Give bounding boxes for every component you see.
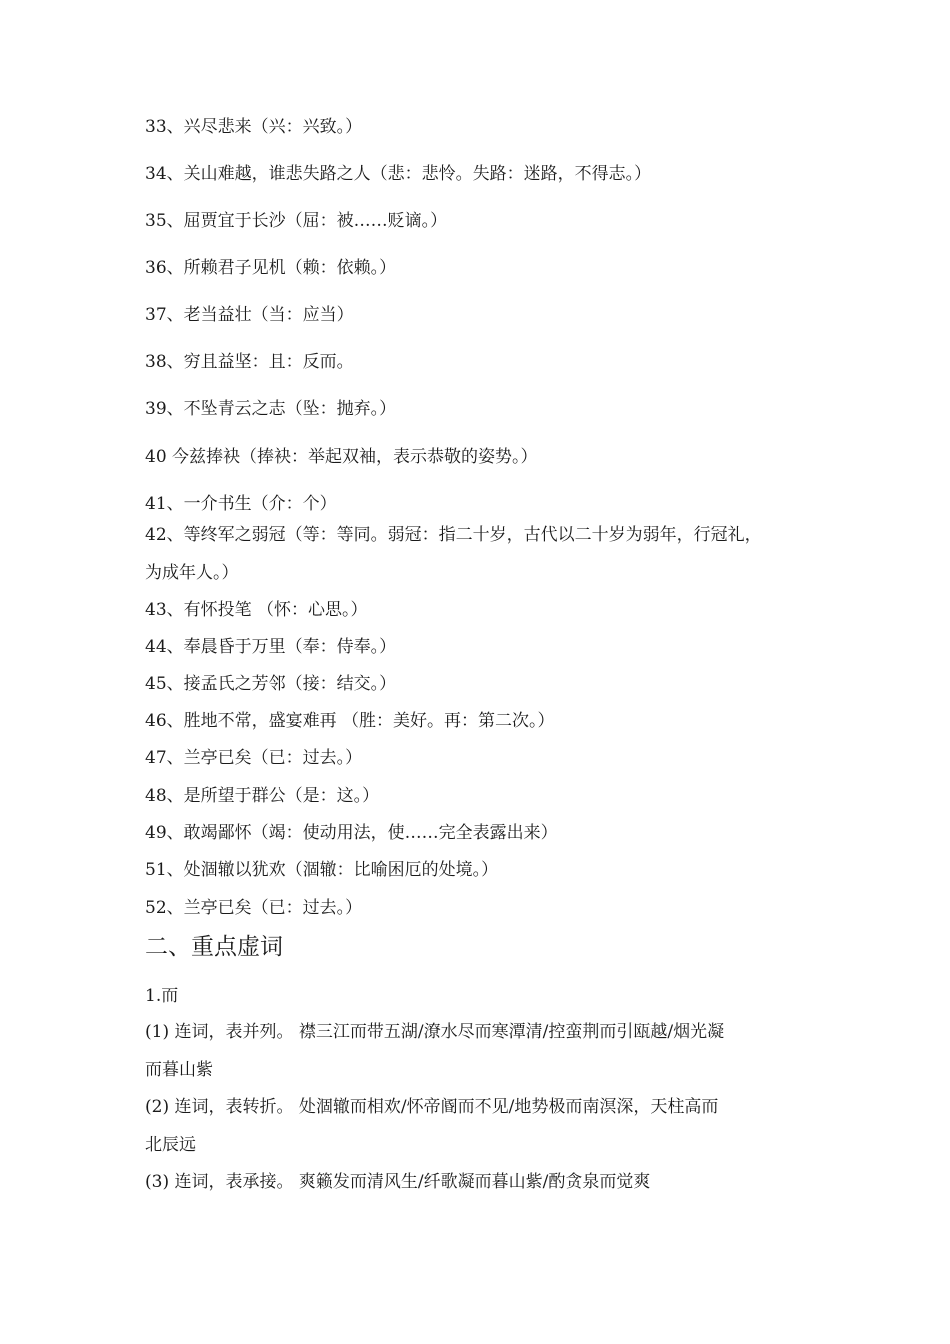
entry-35: 35、屈贾宜于长沙（屈：被……贬谪。） <box>145 211 448 231</box>
entry-37: 37、老当益壮（当：应当） <box>145 305 354 325</box>
usage-2-continued: 北辰远 <box>145 1135 196 1155</box>
entry-39: 39、不坠青云之志（坠：抛弃。） <box>145 399 397 419</box>
usage-1-continued: 而暮山紫 <box>145 1060 213 1080</box>
entry-33: 33、兴尽悲来（兴：兴致。） <box>145 117 363 137</box>
entry-49: 49、敢竭鄙怀（竭：使动用法，使……完全表露出来） <box>145 823 558 843</box>
entry-42-continued: 为成年人。） <box>145 563 239 583</box>
entry-34: 34、关山难越，谁悲失路之人（悲：悲怜。失路：迷路，不得志。） <box>145 164 652 184</box>
entry-41: 41、一介书生（介：个） <box>145 494 337 514</box>
entry-43: 43、有怀投笔 （怀：心思。） <box>145 600 368 620</box>
entry-38: 38、穷且益坚：且：反而。 <box>145 352 354 372</box>
entry-36: 36、所赖君子见机（赖：依赖。） <box>145 258 397 278</box>
entry-45: 45、接孟氏之芳邻（接：结交。） <box>145 674 397 694</box>
usage-1: (1) 连词，表并列。 襟三江而带五湖/潦水尽而寒潭清/控蛮荆而引瓯越/烟光凝 <box>145 1022 725 1042</box>
entry-48: 48、是所望于群公（是：这。） <box>145 786 380 806</box>
entry-51: 51、处涸辙以犹欢（涸辙：比喻困厄的处境。） <box>145 860 499 880</box>
function-word-title: 1.而 <box>145 986 179 1006</box>
entry-40: 40 今兹捧袂（捧袂：举起双袖，表示恭敬的姿势。） <box>145 447 538 467</box>
entry-44: 44、奉晨昏于万里（奉：侍奉。） <box>145 637 397 657</box>
entry-47: 47、兰亭已矣（已：过去。） <box>145 748 363 768</box>
usage-2: (2) 连词，表转折。 处涸辙而相欢/怀帝阍而不见/地势极而南溟深，天柱高而 <box>145 1097 719 1117</box>
entry-42: 42、等终军之弱冠（等：等同。弱冠：指二十岁，古代以二十岁为弱年，行冠礼， <box>145 525 762 545</box>
entry-46: 46、胜地不常，盛宴难再 （胜：美好。再：第二次。） <box>145 711 555 731</box>
section-heading: 二、重点虚词 <box>145 934 283 960</box>
usage-3: (3) 连词，表承接。 爽籁发而清风生/纤歌凝而暮山紫/酌贪泉而觉爽 <box>145 1172 651 1192</box>
entry-52: 52、兰亭已矣（已：过去。） <box>145 898 363 918</box>
